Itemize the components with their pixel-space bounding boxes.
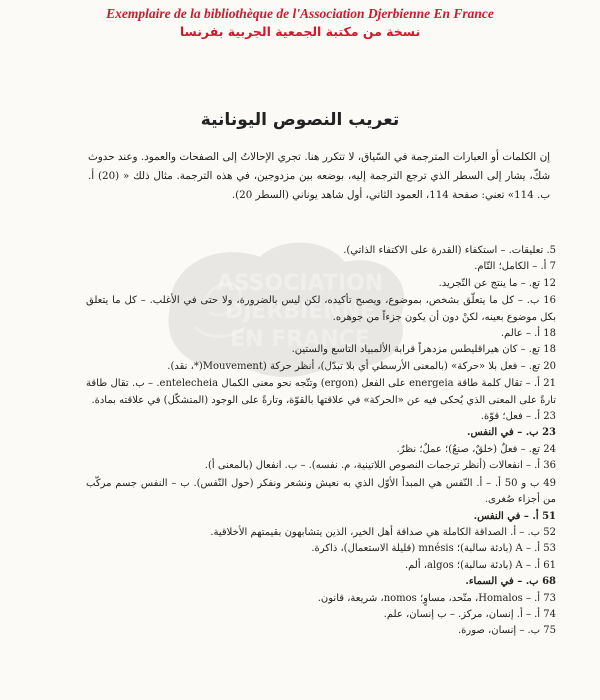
note-item: 74 أ. – أ. إنسان، مركز. – ب إنسان، علم. bbox=[383, 608, 556, 620]
note-item: 75 ب. – إنسان، صورة. bbox=[457, 625, 556, 637]
note-item: 52 ب. – أ. الصداقة الكاملة هي صداقة أهل الخير، الذين يتشابهون بقيمتهم الأخلاقية. bbox=[210, 526, 556, 538]
intro-paragraph: إن الكلمات أو العبارات المترجمة في السّياق، لا تتكرر هنا. تجري الإحالاتُ إلى الصفحات والعمود. وعند حدوث شكّ، يشار إلى السطر الذي ترجع الترجمة إليه، بوضعه بين مزدوجين، في هذه الترجمة. مثال ذلك « (20) أ. ب. 114» تعني: صفحة 114، العمود الثاني، أول شاهد يوناني (السطر 20). bbox=[88, 151, 550, 201]
library-stamp-banner bbox=[0, 6, 600, 39]
note-item: 5. تعليقات. – استكفاء (القدرة على الاكتفاء الذاتي). bbox=[343, 245, 556, 256]
svg-text:ASSOCIATION: ASSOCIATION bbox=[216, 271, 384, 296]
note-item: 23 أ. – فعل؛ قوّة. bbox=[480, 411, 556, 423]
svg-text:DJERBIENNE: DJERBIENNE bbox=[224, 299, 376, 324]
note-item: 49 ب و 50 أ. – أ. النّفس هي المبدأ الأوّل الذي به نعيش ونشعر ونفكر (حول النّفس). ب – النفس جسم مركّب من أجزاء صُغرى. bbox=[86, 477, 556, 506]
note-item: 18 أ. – عالم. bbox=[500, 328, 556, 340]
svg-text:EN FRANCE: EN FRANCE bbox=[230, 327, 370, 352]
note-item: 18 تع. – كان هيراقليطس مزدهراً قرابة الألمبياد التاسع والستين. bbox=[291, 344, 556, 356]
note-item: 21 أ. – تقال كلمة طاقة energeia على الفعل (ergon) وتتّجه نحو معنى الكمال entelecheia. – ب. تقال طاقة تارةً على المعنى الذي يُحكى فيه عن «الحركة» في علاقتها بالقوّة، وتارةً على الوجود (المتشكّل) في علاقته بمادة. bbox=[86, 378, 556, 406]
library-stamp-french: Exemplaire de la bibliothèque de l'Association Djerbienne En France bbox=[106, 6, 494, 21]
note-item: 61 أ. – A (بادئة سالبة)؛ algos، ألم. bbox=[404, 559, 556, 571]
note-item: 24 تع. – فعلٌ (خلقٌ، صنعٌ)؛ عملٌ؛ نظرٌ. bbox=[396, 443, 556, 455]
note-item: 12 تع. – ما ينتج عن التّجريد. bbox=[438, 277, 556, 289]
note-item: 68 ب. – في السماء. bbox=[465, 576, 556, 588]
note-item: 53 أ. – A (بادئة سالبة)؛ mnésis (قليلة الاستعمال)، ذاكرة. bbox=[311, 543, 556, 555]
library-stamp-arabic: نسخة من مكتبة الجمعية الجربية بفرنسا bbox=[179, 24, 421, 39]
note-item: 36 أ. – انفعالات (أنظر ترجمات النصوص اللاتينية، م. نفسه). – ب. انفعال (بالمعنى أ). bbox=[204, 460, 556, 472]
note-item: 73 أ. – Homalos، متّحد، مساوٍ؛ nomos، شريعة، قانون. bbox=[317, 592, 556, 604]
note-item: 7 أ. – الكامل؛ التّام. bbox=[474, 261, 556, 273]
note-item: 23 ب. – في النفس. bbox=[467, 427, 556, 439]
notes-list bbox=[86, 243, 556, 640]
page-title: تعريب النصوص اليونانية bbox=[200, 110, 400, 130]
note-item: 51 أ. – في النفس. bbox=[473, 510, 556, 522]
note-item: 16 ب. – كل ما يتعلّق بشخص، بموضوع، ويصبح تأكيده، لكن ليس بالضرورة، ولا حتى في الأغلب. – كل ما يتعلق بكل موضوع بعينه، لكنْ دون أن يكون جزءاً من جوهره. bbox=[86, 295, 556, 323]
note-item: 20 تع. – فعل بلا «حركة» (بالمعنى الأرسطي أي بلا تبدّل)، أنظر حركة (Mouvement(*، نقد). bbox=[167, 360, 556, 372]
